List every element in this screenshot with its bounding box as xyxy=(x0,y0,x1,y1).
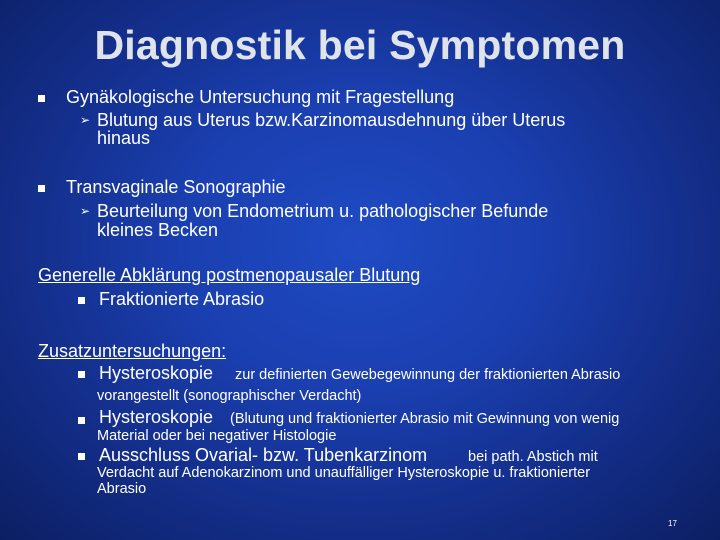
square-bullet-icon xyxy=(38,95,45,102)
square-bullet-icon xyxy=(78,297,85,304)
section-item-detail: zur definierten Gewebegewinnung der fraktionierten Abrasio xyxy=(235,367,621,383)
section-item: Fraktionierte Abrasio xyxy=(99,289,265,309)
section-heading: Zusatzuntersuchungen: xyxy=(38,341,227,361)
section-item-continuation: vorangestellt (sonographischer Verdacht) xyxy=(97,388,362,404)
section-item-main: Hysteroskopie xyxy=(99,363,214,383)
arrow-bullet-icon: ➢ xyxy=(80,113,91,127)
section-item-continuation: Abrasio xyxy=(97,481,147,497)
square-bullet-icon xyxy=(38,185,45,192)
section-item-continuation: Verdacht auf Adenokarzinom und unauffälliger Hysteroskopie u. fraktionierter xyxy=(97,465,591,481)
sub-bullet-text: kleines Becken xyxy=(97,220,219,240)
square-bullet-icon xyxy=(78,453,85,460)
section-item-main: Hysteroskopie xyxy=(99,407,214,427)
bullet-text: Transvaginale Sonographie xyxy=(66,177,286,197)
section-item-detail: bei path. Abstich mit xyxy=(468,449,598,465)
slide-title: Diagnostik bei Symptomen xyxy=(94,22,626,68)
section-item-detail: (Blutung und fraktionierter Abrasio mit Gewinnung von wenig xyxy=(230,411,620,427)
section-heading: Generelle Abklärung postmenopausaler Blutung xyxy=(38,265,421,285)
square-bullet-icon xyxy=(78,371,85,378)
page-number: 17 xyxy=(668,519,677,528)
section-item-continuation: Material oder bei negativer Histologie xyxy=(97,428,337,444)
section-item-main: Ausschluss Ovarial- bzw. Tubenkarzinom xyxy=(99,445,428,465)
sub-bullet-text: Blutung aus Uterus bzw.Karzinomausdehnung über Uterus xyxy=(97,110,566,130)
sub-bullet-text: hinaus xyxy=(97,128,151,148)
arrow-bullet-icon: ➢ xyxy=(80,204,91,218)
square-bullet-icon xyxy=(78,417,85,424)
sub-bullet-text: Beurteilung von Endometrium u. pathologischer Befunde xyxy=(97,201,549,221)
bullet-text: Gynäkologische Untersuchung mit Fragestellung xyxy=(66,87,455,107)
